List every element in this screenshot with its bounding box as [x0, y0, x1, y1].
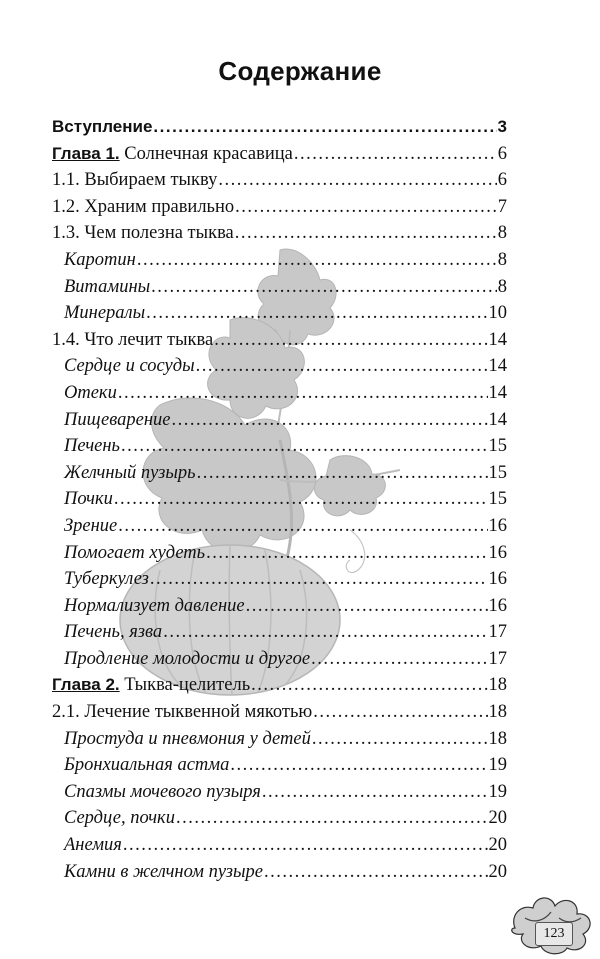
toc-entry-label: Туберкулез [64, 569, 149, 590]
toc-page-number: 16 [488, 569, 507, 590]
toc-entry[interactable] [52, 726, 507, 753]
toc-entry[interactable] [52, 486, 507, 513]
toc-page-number: 8 [497, 223, 507, 244]
dot-leader [313, 699, 487, 726]
toc-entry[interactable] [52, 646, 507, 673]
toc-entry-label: Зрение [64, 515, 118, 536]
toc-page-number: 19 [488, 781, 507, 802]
toc-entry-label: 1.2. Храним правильно [52, 196, 235, 217]
dot-leader [146, 300, 487, 327]
toc-entry-label: Печень [64, 436, 120, 457]
toc-entry[interactable] [52, 300, 507, 327]
toc-entry-label: Камни в желчном пузыре [64, 861, 263, 882]
toc-entry[interactable] [52, 672, 507, 699]
toc-entry-label: 1.4. Что лечит тыква [52, 329, 214, 350]
dot-leader [172, 407, 488, 434]
toc-entry-label: Помогает худеть [64, 542, 206, 563]
toc-page-number: 8 [497, 276, 507, 297]
chapter-title: Тыква-целитель [119, 675, 251, 696]
toc-page-number: 6 [497, 143, 507, 164]
chapter-number: Глава 1. [52, 143, 120, 163]
toc-entry-label [52, 141, 293, 168]
toc-entry-label: Желчный пузырь [64, 462, 196, 483]
dot-leader [235, 194, 497, 221]
chapter-number: Глава 2. [52, 675, 120, 695]
dot-leader [218, 167, 496, 194]
dot-leader [206, 540, 487, 567]
toc-page-number: 19 [488, 755, 507, 776]
toc-entry[interactable] [52, 433, 507, 460]
toc-entry[interactable] [52, 593, 507, 620]
toc-page-number: 17 [488, 622, 507, 643]
toc-page-number: 20 [488, 861, 507, 882]
toc-entry-label: Минералы [64, 303, 146, 324]
toc-page-number: 16 [488, 515, 507, 536]
dot-leader [311, 646, 487, 673]
dot-leader [153, 114, 496, 141]
toc-entry[interactable] [52, 353, 507, 380]
toc-entry[interactable] [52, 247, 507, 274]
toc-entry-label: 1.1. Выбираем тыкву [52, 170, 218, 191]
toc-entry[interactable] [52, 699, 507, 726]
toc-entry-label: Каротин [64, 249, 136, 270]
toc-entry-label: 2.1. Лечение тыквенной мякотью [52, 702, 313, 723]
toc-entry[interactable] [52, 619, 507, 646]
toc-entry[interactable] [52, 141, 507, 168]
toc-entry-label: Спазмы мочевого пузыря [64, 781, 261, 802]
toc-page-number: 16 [488, 595, 507, 616]
dot-leader [197, 460, 488, 487]
dot-leader [235, 220, 497, 247]
dot-leader [118, 380, 488, 407]
dot-leader [294, 141, 497, 168]
toc-page-number: 15 [488, 462, 507, 483]
dot-leader [176, 805, 488, 832]
toc-page-number: 14 [488, 356, 507, 377]
toc-page-number: 17 [488, 648, 507, 669]
toc-entry-label: Отеки [64, 382, 117, 403]
page-number: 123 [535, 922, 573, 946]
toc-entry-label: Продление молодости и другое [64, 648, 311, 669]
toc-entry-label: Витамины [64, 276, 151, 297]
dot-leader [137, 247, 497, 274]
toc-entry[interactable] [52, 114, 507, 141]
dot-leader [151, 274, 497, 301]
dot-leader [150, 566, 488, 593]
dot-leader [118, 513, 487, 540]
toc-page-number: 14 [488, 329, 507, 350]
toc-entry-label: Нормализует давление [64, 595, 245, 616]
toc-entry[interactable] [52, 167, 507, 194]
toc-page-number: 8 [497, 249, 507, 270]
toc-entry[interactable] [52, 274, 507, 301]
toc-entry[interactable] [52, 194, 507, 221]
toc-page-number: 3 [497, 117, 507, 136]
toc-entry[interactable] [52, 540, 507, 567]
toc-entry[interactable] [52, 327, 507, 354]
table-of-contents [52, 114, 507, 885]
toc-page-number: 15 [488, 436, 507, 457]
toc-entry-label [52, 672, 250, 699]
dot-leader [121, 433, 488, 460]
toc-entry-label: Анемия [64, 835, 122, 856]
toc-entry[interactable] [52, 566, 507, 593]
toc-page-number: 20 [488, 835, 507, 856]
dot-leader [262, 779, 488, 806]
toc-entry-label: 1.3. Чем полезна тыква [52, 223, 234, 244]
dot-leader [214, 327, 487, 354]
dot-leader [251, 672, 487, 699]
toc-entry[interactable] [52, 752, 507, 779]
toc-entry-label: Вступление [52, 117, 153, 136]
toc-page-number: 18 [488, 702, 507, 723]
toc-entry-label: Сердце, почки [64, 808, 175, 829]
toc-entry[interactable] [52, 805, 507, 832]
toc-entry[interactable] [52, 859, 507, 886]
toc-page-number: 15 [488, 489, 507, 510]
toc-entry-label: Сердце и сосуды [64, 356, 195, 377]
toc-entry[interactable] [52, 220, 507, 247]
toc-page-number: 7 [497, 196, 507, 217]
dot-leader [163, 619, 487, 646]
dot-leader [196, 353, 488, 380]
toc-entry[interactable] [52, 832, 507, 859]
toc-page-number: 16 [488, 542, 507, 563]
dot-leader [123, 832, 488, 859]
toc-entry-label: Печень, язва [64, 622, 163, 643]
toc-entry-label: Пищеварение [64, 409, 171, 430]
dot-leader [246, 593, 488, 620]
toc-entry[interactable] [52, 380, 507, 407]
toc-page-number: 20 [488, 808, 507, 829]
toc-page-number: 18 [488, 675, 507, 696]
toc-entry-label: Бронхиальная астма [64, 755, 230, 776]
chapter-title: Солнечная красавица [119, 143, 293, 164]
toc-entry-label: Простуда и пневмония у детей [64, 728, 311, 749]
page-title: Содержание [218, 56, 382, 86]
toc-page-number: 14 [488, 382, 507, 403]
toc-page-number: 14 [488, 409, 507, 430]
toc-entry[interactable] [52, 460, 507, 487]
toc-entry-label: Почки [64, 489, 113, 510]
toc-page-number: 6 [497, 170, 507, 191]
dot-leader [114, 486, 488, 513]
dot-leader [312, 726, 488, 753]
dot-leader [230, 752, 487, 779]
toc-page-number: 18 [488, 728, 507, 749]
toc-entry[interactable] [52, 779, 507, 806]
toc-entry[interactable] [52, 407, 507, 434]
dot-leader [264, 859, 488, 886]
toc-page-number: 10 [488, 303, 507, 324]
toc-entry[interactable] [52, 513, 507, 540]
